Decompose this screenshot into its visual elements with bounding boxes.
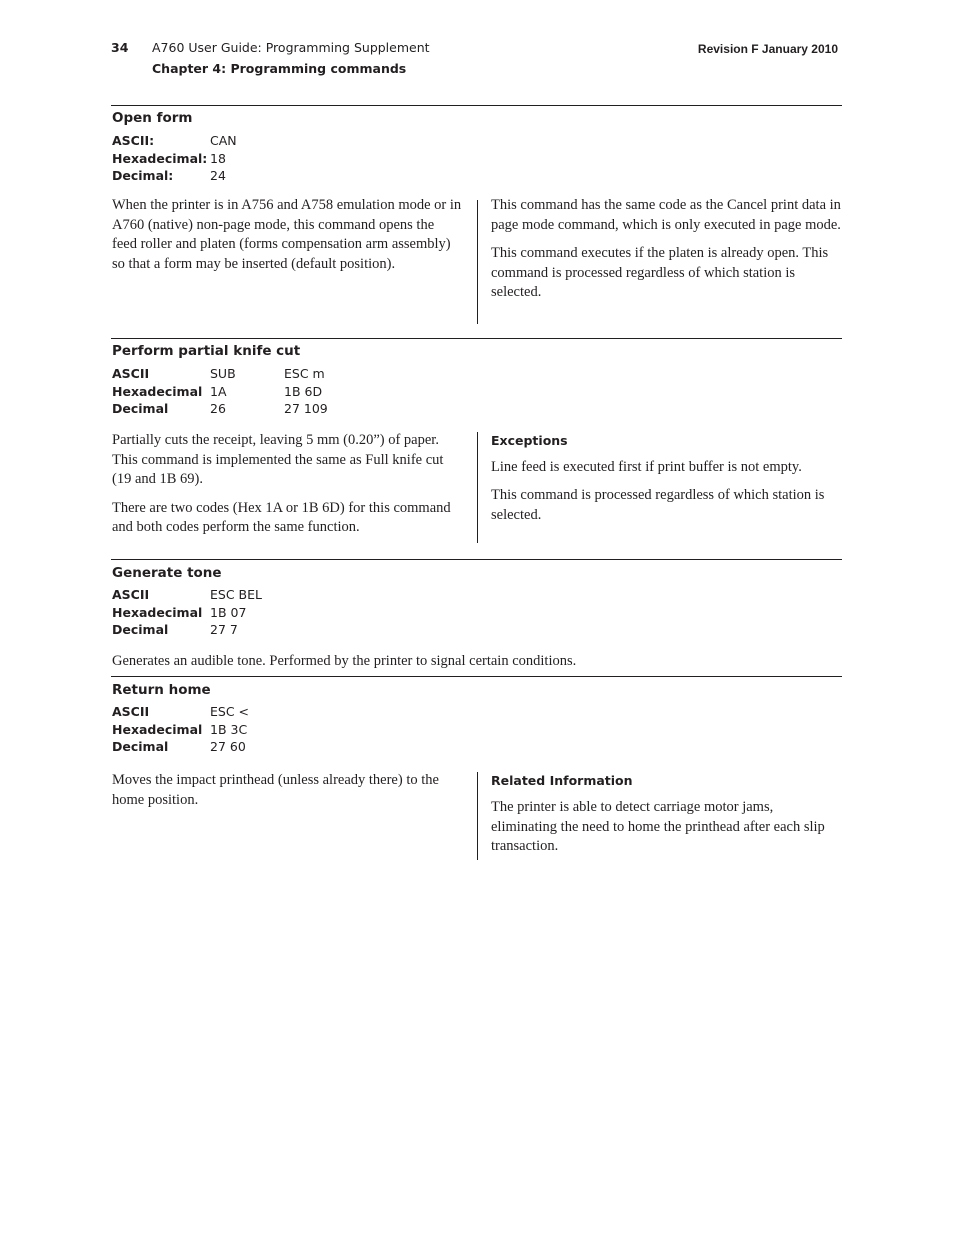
paragraph: This command is processed regardless of which station is selected. [491,487,825,523]
chapter-title: Chapter 4: Programming commands [152,61,407,76]
section-title-return-home: Return home [112,682,211,698]
code-value: 18 [210,150,226,166]
section-divider [111,338,842,339]
code-value-alt: ESC m [284,366,325,381]
code-value: ESC < [210,704,250,719]
section-divider [111,559,842,560]
code-value: 1A [210,383,227,399]
related-information-heading: Related Information [491,773,633,788]
revision-label: Revision F January 2010 [697,42,838,56]
related-information-body [491,798,841,857]
code-value: 24 [210,168,226,183]
page-number: 34 [111,40,129,55]
description-return-home [112,771,462,819]
code-value: 26 [210,401,226,416]
code-value-alt: 27 109 [284,401,328,416]
code-value: SUB [210,366,236,381]
paragraph: Partially cuts the receipt, leaving 5 mm (0.20”) of paper. This command is implemented the same as Full knife cut (19 and 1B 69). [112,432,444,488]
notes-open-form [491,196,841,312]
code-label: Decimal [112,622,169,637]
code-label: Decimal [112,401,169,416]
exceptions-panel [491,433,841,534]
code-value: 27 7 [210,622,238,637]
code-value-alt: 1B 6D [284,383,323,399]
code-label: ASCII [112,366,150,381]
code-value: ESC BEL [210,587,262,602]
code-label: Hexadecimal [112,383,203,399]
description-partial-knife-cut [112,431,462,547]
paragraph: This command executes if the platen is already open. This command is processed regardless of which station is selected. [491,244,829,301]
code-label: ASCII: [112,133,155,148]
code-label: ASCII [112,704,150,719]
paragraph: There are two codes (Hex 1A or 1B 6D) for this command and both codes perform the same function. [112,499,451,536]
column-divider [477,772,478,860]
code-label: Decimal [112,739,169,754]
section-divider [111,105,842,106]
paragraph: The printer is able to detect carriage motor jams, eliminating the need to home the printhead after each slip transaction. [491,799,825,855]
code-value: 1B 07 [210,604,247,620]
paragraph: Line feed is executed first if print buffer is not empty. [491,459,802,475]
column-divider [477,200,478,324]
description-open-form [112,196,462,283]
exceptions-heading: Exceptions [491,433,568,448]
section-divider [111,676,842,677]
description-generate-tone: Generates an audible tone. Performed by the printer to signal certain conditions. [112,653,577,669]
paragraph: This command has the same code as the Cancel print data in page mode command, which is only executed in page mode. [491,197,841,233]
section-title-generate-tone: Generate tone [112,565,222,581]
code-label: Hexadecimal: [112,150,208,166]
section-title-open-form: Open form [112,110,193,126]
paragraph: Moves the impact printhead (unless already there) to the home position. [112,772,439,808]
code-label: Decimal: [112,168,174,183]
code-label: Hexadecimal [112,604,203,620]
exceptions-body [491,458,841,526]
code-value: 27 60 [210,739,246,754]
code-label: ASCII [112,587,150,602]
section-title-partial-knife-cut: Perform partial knife cut [112,343,301,359]
code-label: Hexadecimal [112,721,203,737]
code-value: 1B 3C [210,721,248,737]
code-value: CAN [210,133,237,148]
related-information-panel [491,773,841,866]
paragraph: When the printer is in A756 and A758 emulation mode or in A760 (native) non-page mode, this command opens the feed roller and platen (forms compensation arm assembly) so that a form may be inserted (default position). [112,197,462,273]
column-divider [477,432,478,543]
document-title: A760 User Guide: Programming Supplement [152,40,430,55]
